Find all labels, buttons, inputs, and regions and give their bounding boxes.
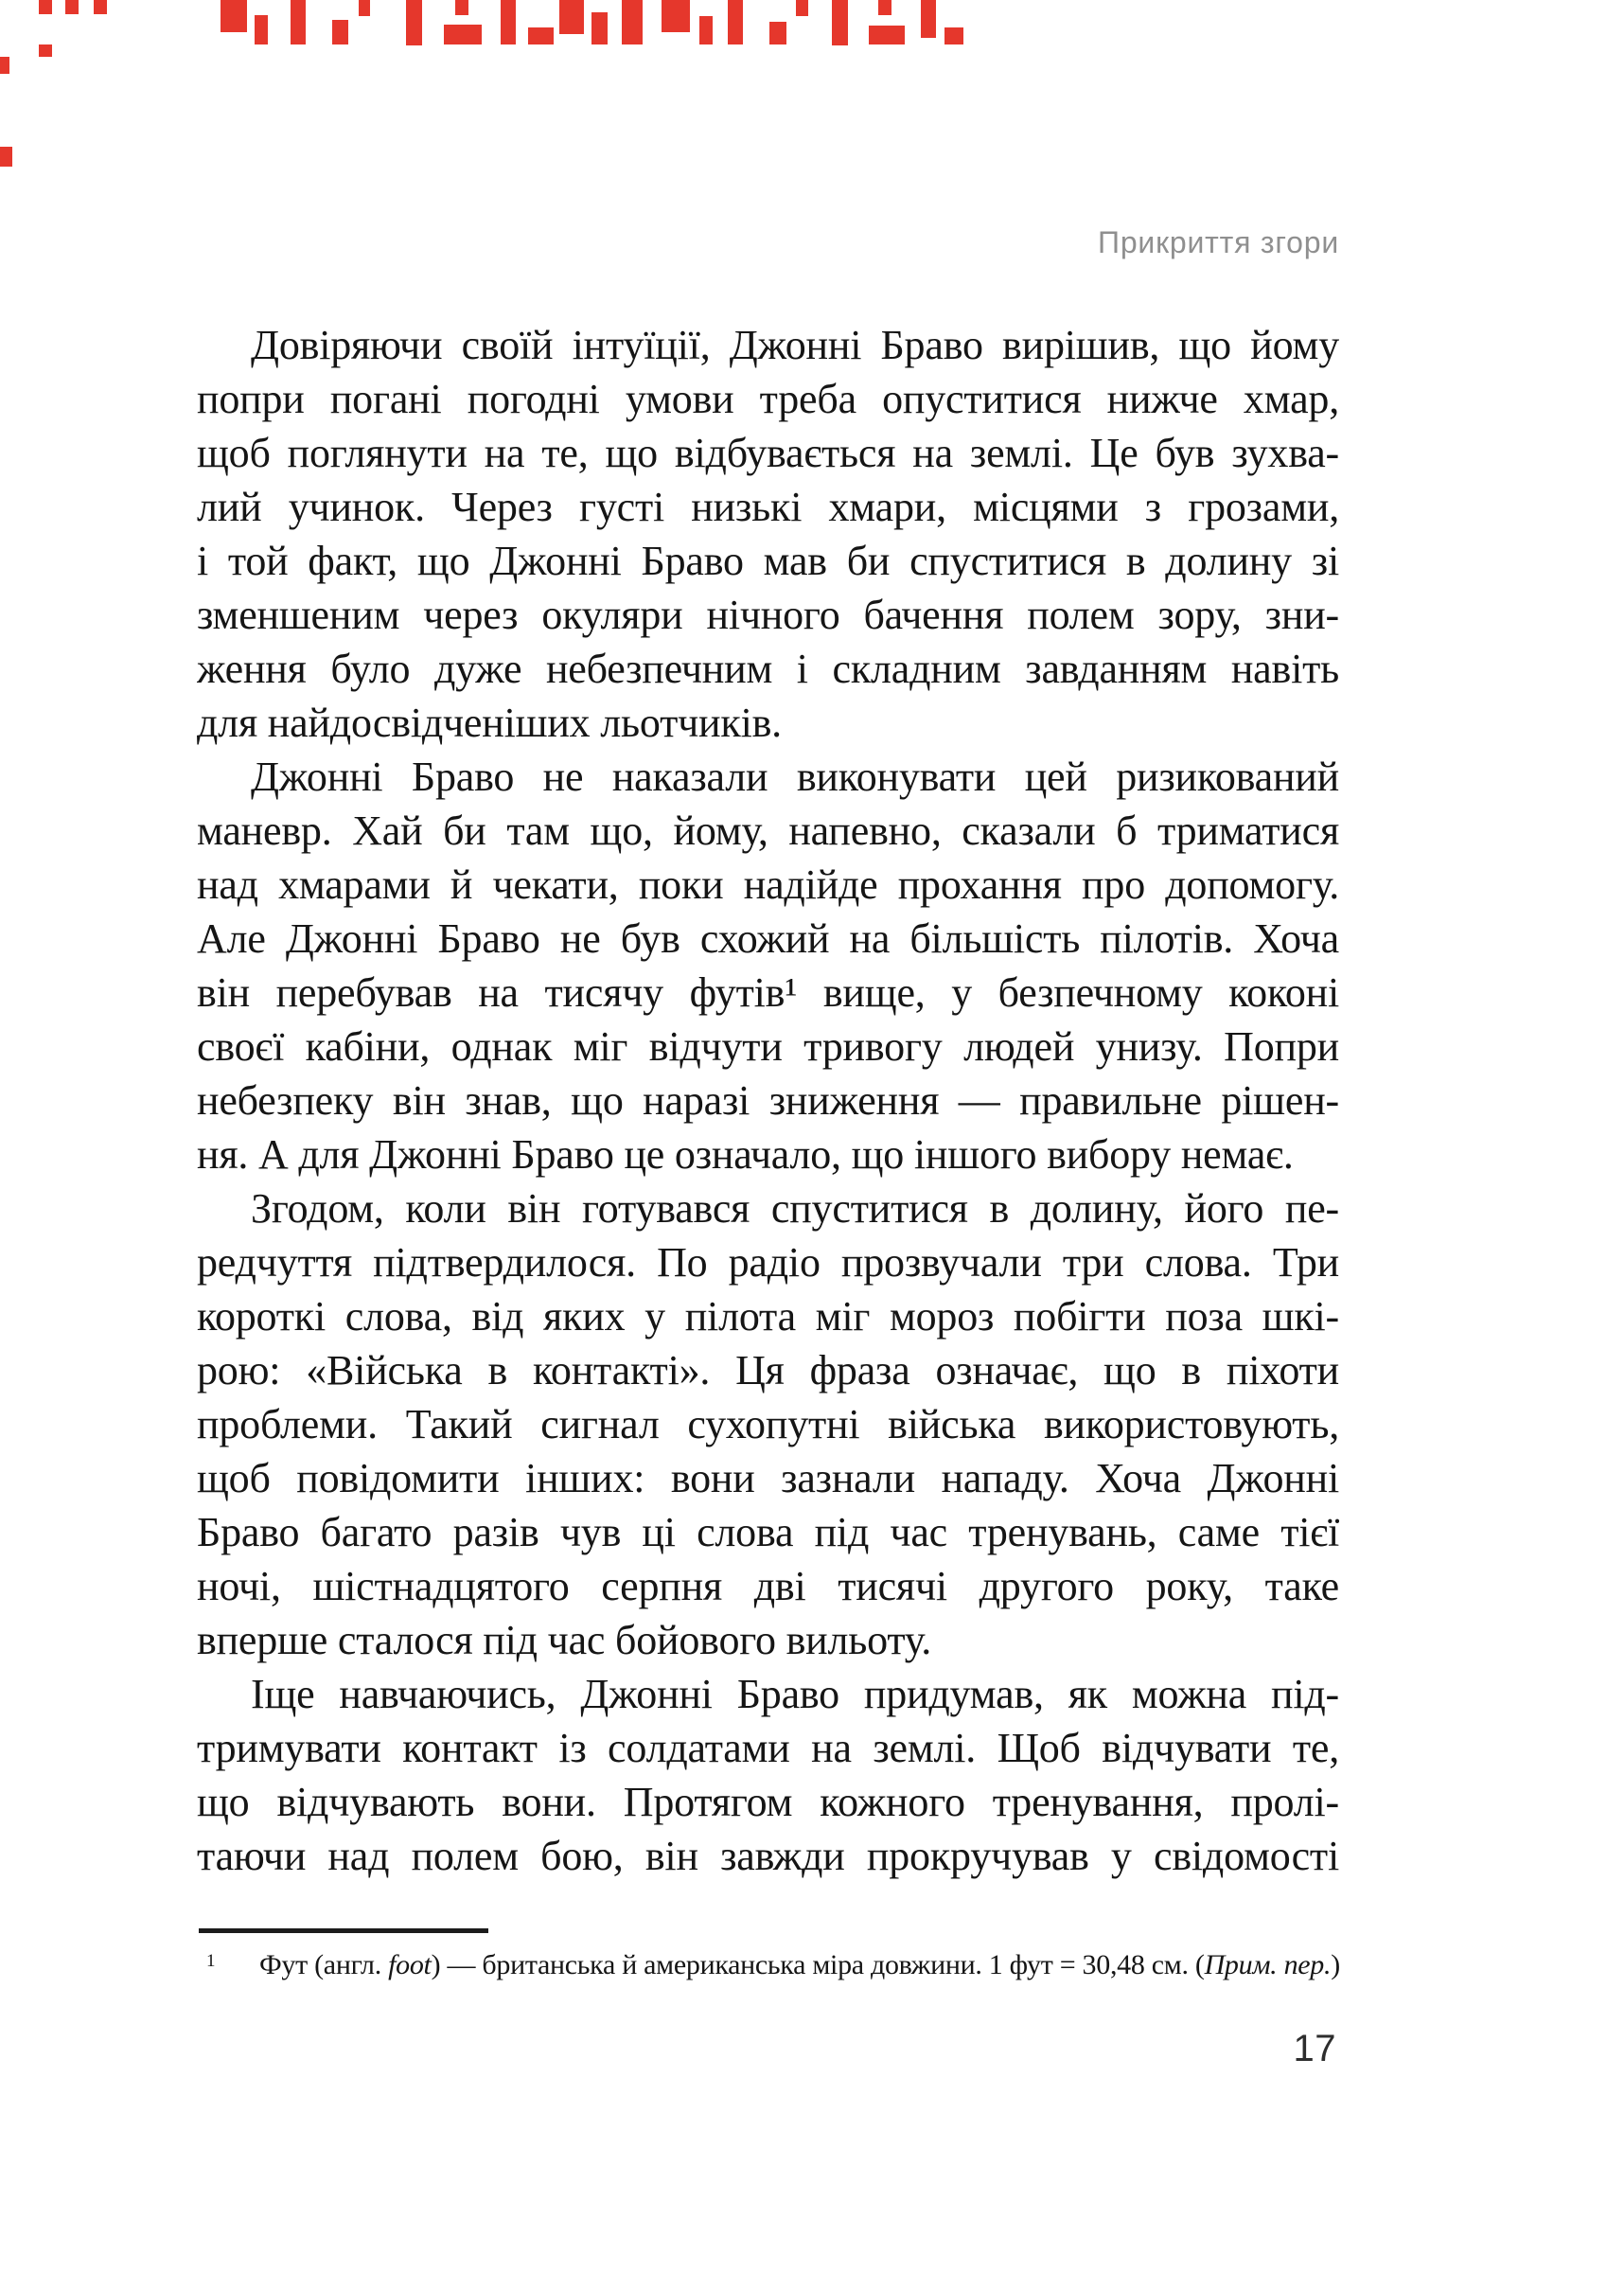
text-line: маневр. Хай би там що, йому, напевно, сказали б триматися — [197, 808, 1339, 854]
text-line: він перебував на тисячу футів¹ вище, у безпечному коконі — [197, 969, 1339, 1016]
text-line: проблеми. Такий сигнал сухопутні війська використовують, — [197, 1401, 1339, 1447]
text-line: ження було дуже небезпечним і складним завданням навіть — [197, 646, 1339, 692]
red-fragment — [65, 0, 79, 14]
running-head: Прикриття згори — [1098, 225, 1339, 259]
red-fragment — [769, 22, 786, 44]
red-fragment — [359, 0, 370, 16]
red-fragment — [591, 12, 608, 44]
red-fragment — [39, 0, 52, 14]
text-line: попри погані погодні умови треба опуститися нижче хмар, — [197, 376, 1339, 422]
text-line: ня. А для Джонні Браво це означало, що іншого вибору немає. — [197, 1131, 1294, 1178]
red-fragment — [0, 147, 12, 167]
text-line: Довіряючи своїй інтуїції, Джонні Браво вирішив, що йому — [251, 322, 1339, 368]
text-line: і той факт, що Джонні Браво мав би спуститися в долину зі — [197, 538, 1339, 584]
red-fragment — [291, 0, 306, 44]
red-fragment — [699, 16, 713, 44]
text-line: Згодом, коли він готувався спуститися в долину, його пе- — [251, 1185, 1339, 1232]
red-fragment — [832, 0, 848, 45]
text-line: вперше сталося під час бойового вильоту. — [197, 1617, 932, 1663]
red-fragment — [622, 0, 643, 44]
red-fragment — [332, 20, 348, 44]
text-line: над хмарами й чекати, поки надійде прохання про допомогу. — [197, 861, 1339, 908]
paragraph — [197, 1667, 1339, 1883]
text-line: короткі слова, від яких у пілота міг мороз побігти поза шкі- — [197, 1293, 1339, 1340]
text-line: ночі, шістнадцятого серпня дві тисячі другого року, таке — [197, 1563, 1339, 1609]
red-fragment — [221, 0, 247, 32]
text-line: рою: «Війська в контакті». Ця фраза означає, що в піхоти — [197, 1347, 1339, 1393]
text-line: Іще навчаючись, Джонні Браво придумав, як можна під- — [251, 1671, 1339, 1717]
text-line: Але Джонні Браво не був схожий на більшість пілотів. Хоча — [197, 915, 1339, 962]
paragraph — [197, 750, 1339, 1181]
body-text — [197, 318, 1339, 1883]
red-fragment — [944, 27, 963, 44]
text-line: зменшеним через окуляри нічного бачення полем зору, зни- — [197, 592, 1339, 638]
text-line: для найдосвідченіших льотчиків. — [197, 700, 782, 746]
red-fragment — [921, 0, 936, 38]
footnote-segment: Прим. пер. — [1204, 1949, 1332, 1980]
red-fragment — [406, 0, 422, 45]
red-fragment — [0, 57, 9, 74]
text-line: Джонні Браво не наказали виконувати цей ризикований — [251, 754, 1339, 800]
red-fragment — [559, 0, 584, 34]
red-fragment — [796, 0, 808, 16]
red-fragment — [39, 44, 52, 57]
text-line: що відчувають вони. Протягом кожного тренування, пролі- — [197, 1779, 1339, 1825]
footnote-text — [259, 1949, 1340, 1980]
paragraph — [197, 1181, 1339, 1667]
footnote-segment: foot — [388, 1949, 432, 1980]
text-line: Браво багато разів чув ці слова під час тренувань, саме тієї — [197, 1509, 1339, 1555]
footnote — [197, 1946, 1427, 1984]
text-line: небезпеку він знав, що наразі зниження — правильне рішен- — [197, 1077, 1339, 1124]
text-line: своєї кабіни, однак міг відчути тривогу людей унизу. Попри — [197, 1023, 1339, 1070]
red-fragment — [444, 25, 482, 44]
text-line: щоб поглянути на те, що відбувається на землі. Це був зухва- — [197, 430, 1339, 476]
footnote-segment: ) — британська й американська міра довжини. 1 фут = 30,48 см. ( — [431, 1949, 1205, 1980]
text-line: таючи над полем бою, він завжди прокручував у свідомості — [197, 1833, 1339, 1879]
footnote-segment: ) — [1331, 1949, 1340, 1980]
red-fragment — [728, 0, 743, 44]
text-line: редчуття підтвердилося. По радіо прозвучали три слова. Три — [197, 1239, 1339, 1286]
red-fragment — [662, 0, 690, 32]
text-line: щоб повідомити інших: вони зазнали нападу. Хоча Джонні — [197, 1455, 1339, 1501]
red-fragment — [255, 15, 268, 44]
red-fragment — [94, 0, 107, 14]
red-fragment — [869, 26, 905, 44]
footnote-marker: 1 — [206, 1951, 216, 1971]
text-line: лий учинок. Через густі низькі хмари, місцями з грозами, — [197, 484, 1339, 530]
red-fragment — [528, 27, 554, 44]
red-fragment — [878, 0, 891, 15]
footnote-divider — [199, 1928, 488, 1933]
paragraph — [197, 318, 1339, 750]
page-number: 17 — [1293, 2028, 1336, 2069]
red-fragment — [455, 0, 468, 15]
red-fragment — [501, 0, 516, 44]
footnote-segment: Фут (англ. — [259, 1949, 389, 1980]
text-line: тримувати контакт із солдатами на землі. Щоб відчувати те, — [197, 1725, 1339, 1771]
